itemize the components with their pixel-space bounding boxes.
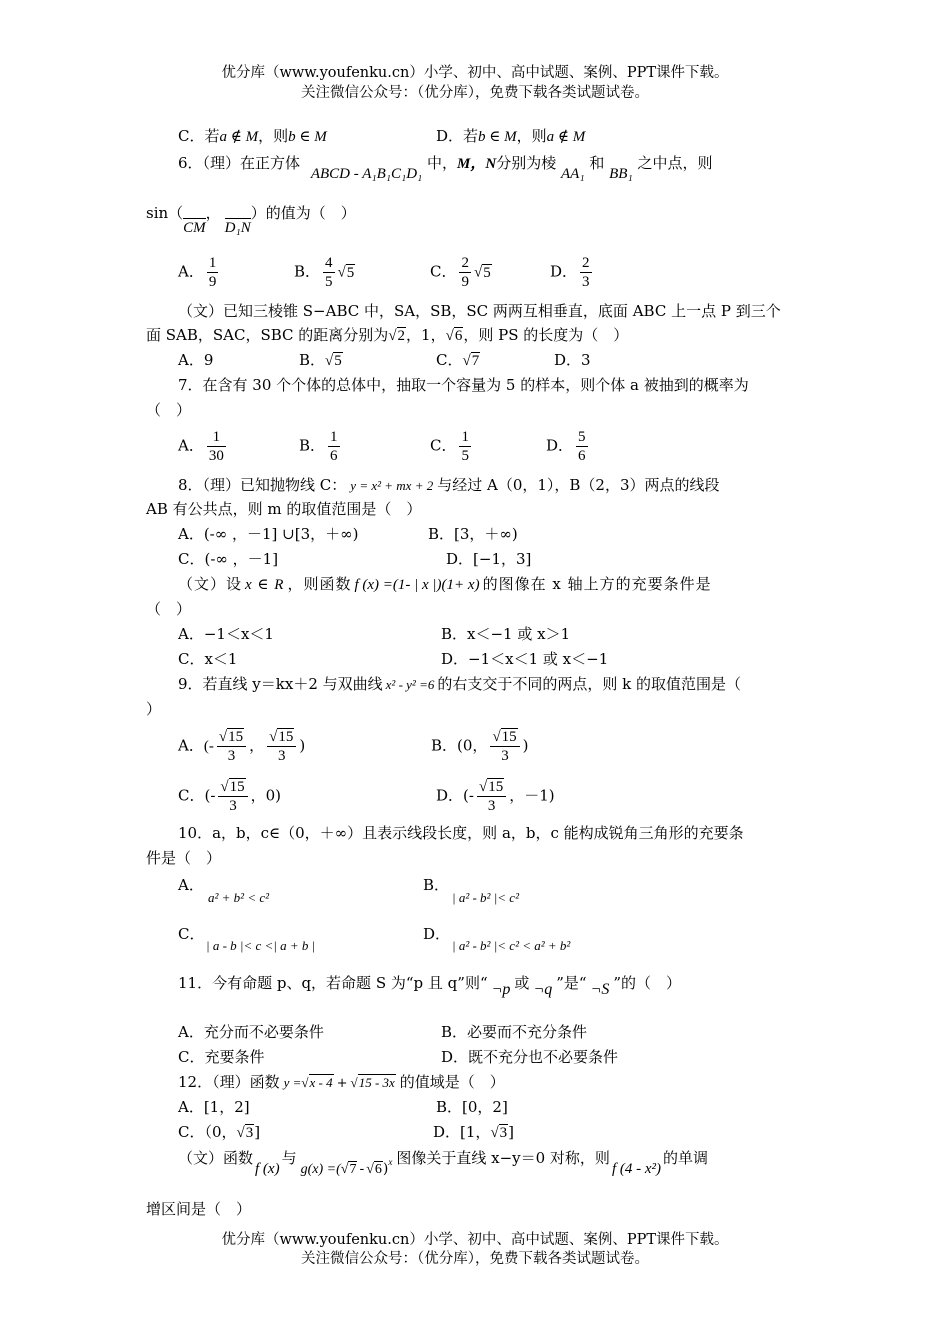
q8w-option-a: A．−1＜x＜1 xyxy=(178,625,274,643)
q11-option-c: C．充要条件 xyxy=(178,1048,265,1066)
q10-option-c-label: C． xyxy=(178,925,205,943)
neg-p: ¬p xyxy=(491,981,511,998)
q7-option-d: D． $\frac{5}{6}$ xyxy=(546,429,586,464)
q8w-stem-line2: （ ） xyxy=(146,600,192,618)
q10-option-d-expr: | a² - b² |< c² < a² + b² xyxy=(452,938,571,953)
q6w-stem-line2: 面 SAB，SAC，SBC 的距离分别为√2，1，√6，则 PS 的长度为（ ） xyxy=(146,326,629,344)
neg-q: ¬q xyxy=(533,981,553,998)
q9-option-c: C．(- $\frac{√15}{3}$ ，0) xyxy=(178,779,282,814)
q6-option-d: D． $\frac{2}{3}$ xyxy=(550,255,590,290)
q12-option-a: A．[1，2] xyxy=(178,1098,250,1116)
vector-cm: CM xyxy=(183,220,206,236)
q7-stem-line2: （ ） xyxy=(146,401,192,419)
q6w-stem-line1: （文）已知三棱锥 S−ABC 中，SA，SB，SC 两两互相垂直，底面 ABC 上一点 P 到三个 xyxy=(178,302,781,320)
q8w-option-b: B．x＜−1 或 x＞1 xyxy=(441,625,571,643)
q10-stem-line1: 10．a，b，c∈（0，＋∞）且表示线段长度，则 a，b，c 能构成锐角三角形的充要条 xyxy=(178,824,744,842)
q7-option-a: A． $\frac{1}{30}$ xyxy=(178,429,224,464)
footer-banner-line2: 关注微信公众号：（优分库），免费下载各类试题试卷。 xyxy=(301,1251,649,1267)
q11-option-d: D．既不充分也不必要条件 xyxy=(441,1048,619,1066)
vector-d1n: D₁N xyxy=(224,220,251,236)
q12w-stem-line2: 增区间是（ ） xyxy=(146,1200,252,1218)
q7-stem-line1: 7．在含有 30 个个体的总体中，抽取一个容量为 5 的样本，则个体 a 被抽到的概率为 xyxy=(178,376,749,394)
q10-option-c-expr: | a - b |< c <| a + b | xyxy=(206,938,316,953)
q10-option-b-label: B． xyxy=(423,876,450,894)
q8-option-c: C．(-∞ ，－1] xyxy=(178,550,279,568)
footer-banner-line1: 优分库（www.youfenku.cn）小学、初中、高中试题、案例、PPT课件下载。 xyxy=(221,1232,729,1248)
header-banner-line2: 关注微信公众号：（优分库），免费下载各类试题试卷。 xyxy=(301,85,649,101)
q11-stem: 11．今有命题 p、q，若命题 S 为“p 且 q”则“ ¬p 或 ¬q ”是“ ¬S ”的（ ） xyxy=(178,974,682,998)
q12w-stem-line1: （文）函数f (x)与g(x) =(√7 - √6)x 图像关于直线 x−y＝0 对称，则f (4 - x²)的单调 xyxy=(178,1149,709,1177)
q7-option-c: C． $\frac{1}{5}$ xyxy=(430,429,469,464)
q9-option-a: A．(- $\frac{√15}{3}$ ， $\frac{√15}{3}$ ) xyxy=(178,729,306,764)
q10-option-a-expr: a² + b² < c² xyxy=(208,890,270,905)
q9-stem-line2: ） xyxy=(146,700,162,718)
q12-stem: 12．（理）函数 y =√x - 4 + √15 - 3x 的值域是（ ） xyxy=(178,1073,505,1091)
q8w-option-d: D．−1＜x＜1 或 x＜−1 xyxy=(441,650,609,668)
q8w-stem-line1: （文）设 x ∈ R ，则函数 f (x) =(1- | x |)(1+ x) 的图像在 x 轴上方的充要条件是 xyxy=(178,575,712,593)
q7-option-b: B． $\frac{1}{6}$ xyxy=(299,429,338,464)
q6-option-b: B． $\frac{4}{5}$ √5 xyxy=(294,255,355,290)
q6w-option-b: B．√5 xyxy=(299,351,342,369)
q10-option-b-expr: | a² - b² |< c² xyxy=(452,890,519,905)
q11-option-b: B．必要而不充分条件 xyxy=(441,1023,588,1041)
header-banner-line1: 优分库（www.youfenku.cn）小学、初中、高中试题、案例、PPT课件下载。 xyxy=(221,65,729,81)
q5-option-c: C．若a ∉ M，则b ∈ M xyxy=(178,127,327,145)
q9-option-b: B．(0， $\frac{√15}{3}$ ) xyxy=(431,729,529,764)
q11-option-a: A．充分而不必要条件 xyxy=(178,1023,324,1041)
neg-s: ¬S xyxy=(590,981,610,998)
q10-option-d-label: D． xyxy=(423,925,451,943)
q12-option-d: D．[1，√3] xyxy=(433,1123,515,1141)
q6-option-c: C． $\frac{2}{9}$ √5 xyxy=(430,255,491,290)
q12-option-b: B．[0，2] xyxy=(436,1098,508,1116)
q10-option-a-label: A． xyxy=(178,876,204,894)
q8-option-d: D．[−1，3] xyxy=(446,550,532,568)
q6w-option-c: C．√7 xyxy=(436,351,480,369)
q6w-option-d: D．3 xyxy=(554,351,591,369)
q8w-option-c: C．x＜1 xyxy=(178,650,238,668)
q9-option-d: D．(- $\frac{√15}{3}$ ，－1) xyxy=(436,779,555,814)
q8-option-b: B．[3，＋∞) xyxy=(428,525,518,543)
q8-stem-line2: AB 有公共点，则 m 的取值范围是（ ） xyxy=(146,500,422,518)
q6w-option-a: A．9 xyxy=(178,351,214,369)
q6-stem-line2: sin（CM，D₁N）的值为（ ） xyxy=(146,204,356,236)
q12-option-c: C．（0，√3] xyxy=(178,1123,261,1141)
q6-option-a: A． $\frac{1}{9}$ xyxy=(178,255,217,290)
q6-stem-line1: 6．（理）在正方体 ABCD - A₁B₁C₁D₁ 中，M，N分别为棱 AA₁ 和 BB₁ 之中点，则 xyxy=(178,154,713,182)
q10-stem-line2: 件是（ ） xyxy=(146,849,222,867)
q8-stem-line1: 8．（理）已知抛物线 C： y = x² + mx + 2 与经过 A（0，1），B（2，3）两点的线段 xyxy=(178,476,720,494)
q8-option-a: A．(-∞ ，－1] ∪[3，＋∞) xyxy=(178,525,359,543)
q5-option-d: D．若b ∈ M，则a ∉ M xyxy=(436,127,586,145)
q9-stem-line1: 9．若直线 y＝kx＋2 与双曲线 x² - y² =6 的右支交于不同的两点，则 k 的取值范围是（ xyxy=(178,675,741,693)
